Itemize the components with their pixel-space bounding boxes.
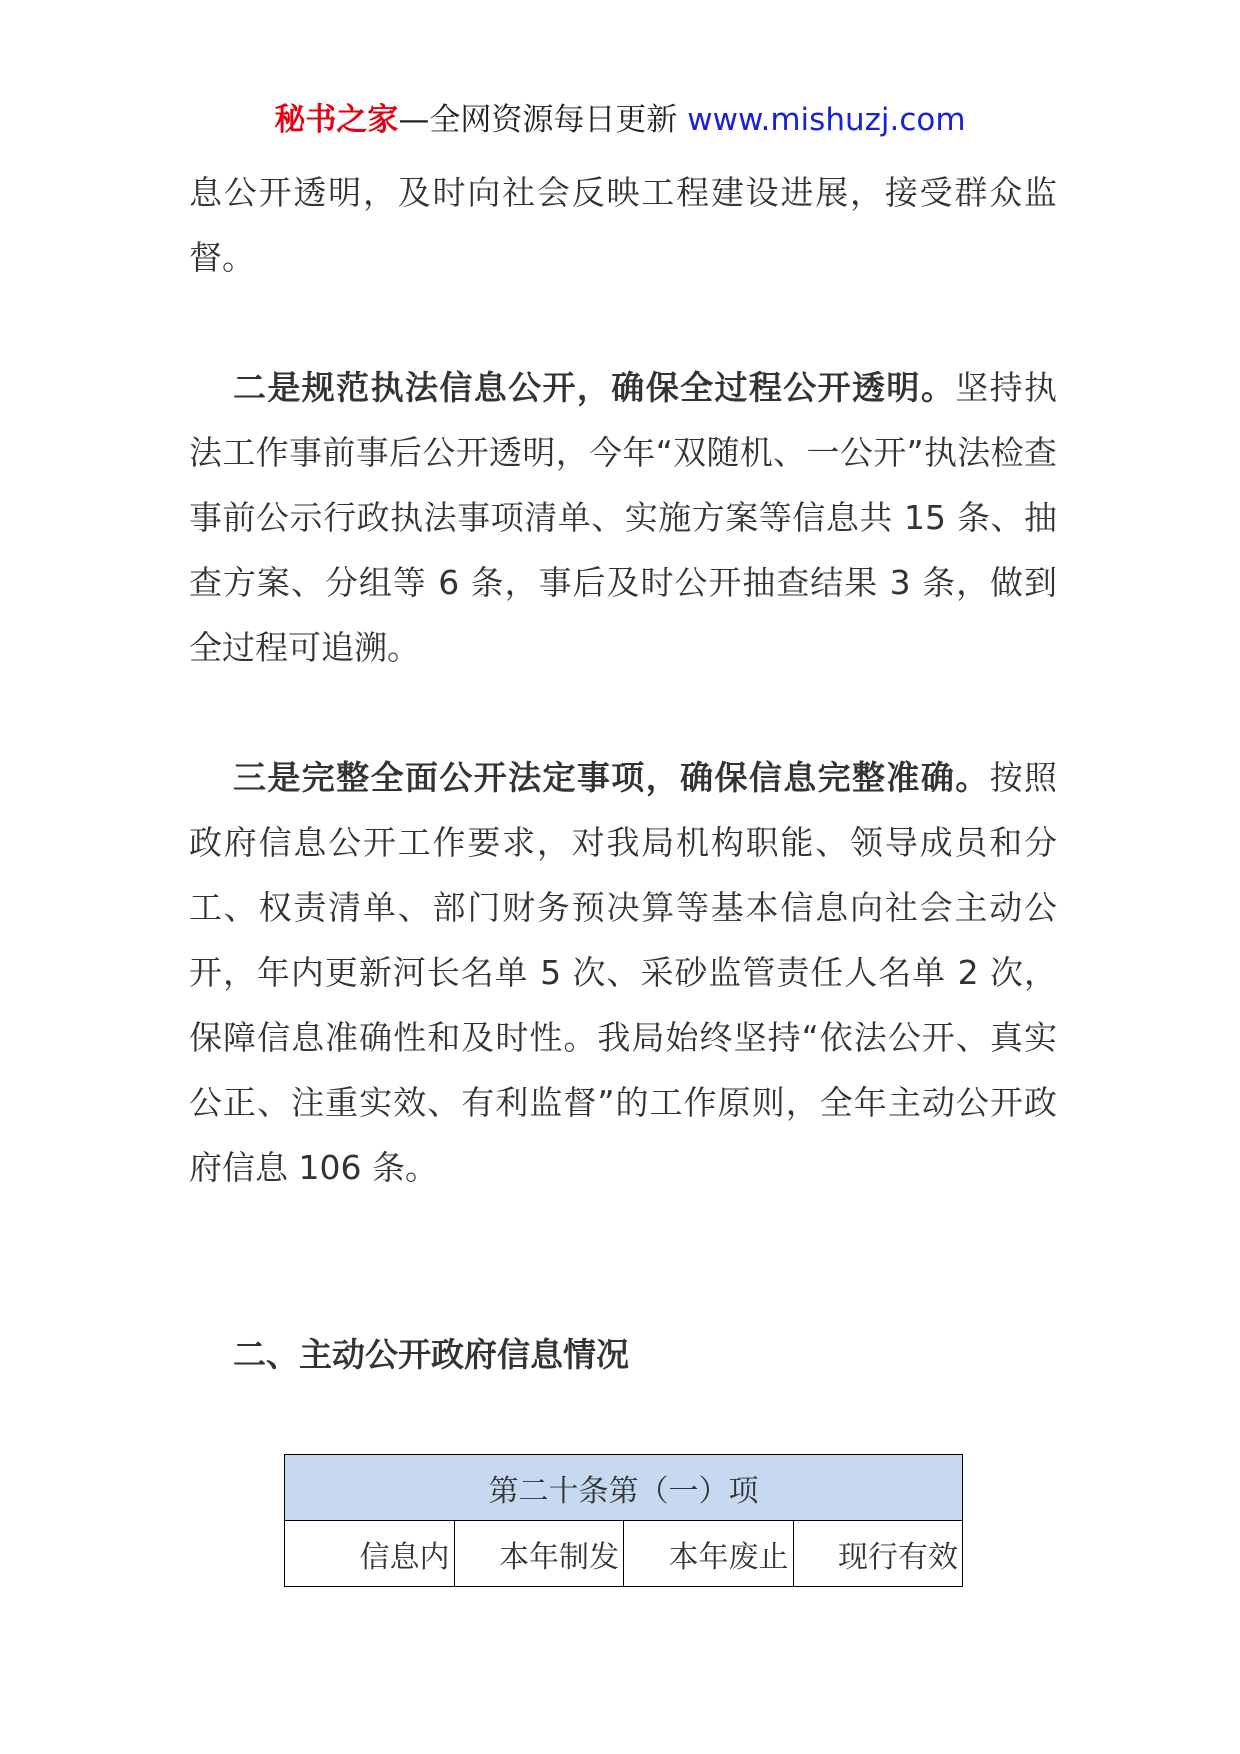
section-heading: 二、主动公开政府信息情况 [233, 1335, 629, 1374]
site-brand: 秘书之家 [274, 102, 399, 138]
document-body [189, 160, 1057, 1200]
site-header [0, 100, 1240, 140]
paragraph-body-text: 按照政府信息公开工作要求，对我局机构职能、领导成员和分工、权责清单、部门财务预决算等基本信息向社会主动公开，年内更新河长名单 5 次、采砂监管责任人名单 2 次，保障信息准确性和及时性。我局始终坚持“依法公开、真实公正、注重实效、有利监督”的工作原则，全年主动公开政府信息 106 条。 [189, 758, 1058, 1187]
disclosure-table [284, 1454, 963, 1587]
paragraph-body-text: 坚持执法工作事前事后公开透明，今年“双随机、一公开”执法检查事前公示行政执法事项清单、实施方案等信息共 15 条、抽查方案、分组等 6 条，事后及时公开抽查结果 3 条，做到全过程可追溯。 [189, 368, 1058, 667]
paragraph-lead-heading: 三是完整全面公开法定事项，确保信息完整准确。 [233, 758, 990, 797]
table-header-cell: 信息内 [285, 1521, 455, 1587]
table-header-row [285, 1521, 963, 1587]
paragraph-statutory-disclosure [189, 745, 1057, 1200]
paragraph-continuation: 息公开透明，及时向社会反映工程建设进展，接受群众监督。 [189, 173, 1057, 277]
table-header-cell: 现行有效 [793, 1521, 963, 1587]
site-url-link[interactable]: www.mishuzj.com [687, 102, 966, 138]
table-header-cell: 本年制发 [454, 1521, 624, 1587]
site-tagline: —全网资源每日更新 [398, 102, 678, 138]
table-title-row [285, 1455, 963, 1521]
paragraph-lead-heading: 二是规范执法信息公开，确保全过程公开透明。 [233, 368, 956, 407]
paragraph-enforcement-disclosure [189, 355, 1057, 680]
table-header-cell: 本年废止 [624, 1521, 794, 1587]
table-title: 第二十条第（一）项 [285, 1455, 963, 1521]
